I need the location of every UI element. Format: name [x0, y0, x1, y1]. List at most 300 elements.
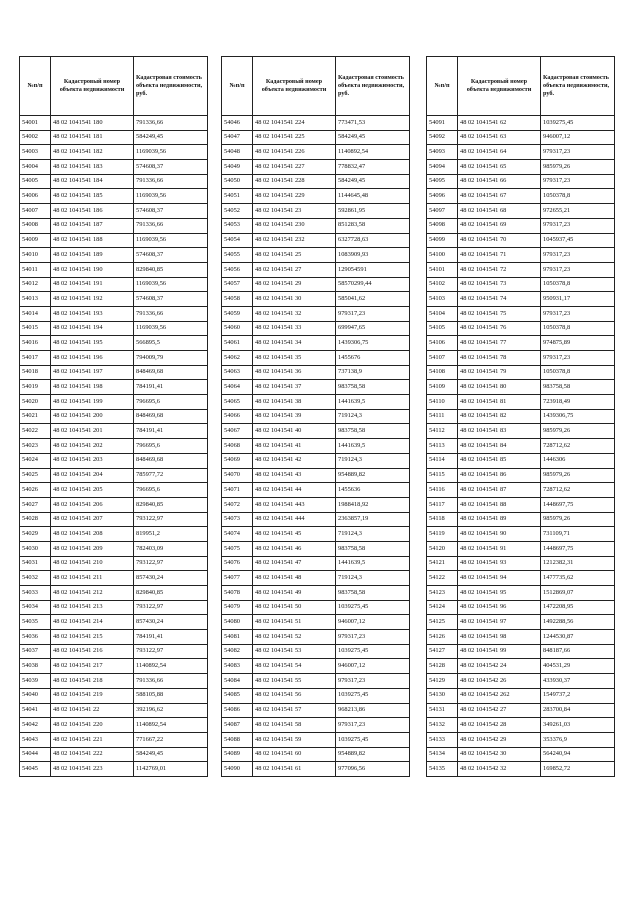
table-header-row — [427, 57, 615, 116]
cadastral-number: 48 02 1041541 33 — [253, 321, 336, 336]
cadastral-value: 946007,12 — [336, 659, 410, 674]
table-row — [222, 395, 410, 410]
row-number: 54057 — [222, 277, 253, 292]
cadastral-number: 48 02 1041541 221 — [51, 732, 134, 747]
row-number: 54120 — [427, 541, 458, 556]
row-number: 54041 — [20, 703, 51, 718]
cadastral-number: 48 02 1041541 96 — [458, 600, 541, 615]
row-number: 54028 — [20, 512, 51, 527]
cadastral-number: 48 02 1041541 199 — [51, 395, 134, 410]
row-number: 54033 — [20, 586, 51, 601]
cadastral-value: 1039275,45 — [336, 688, 410, 703]
row-number: 54109 — [427, 380, 458, 395]
table-row — [20, 703, 208, 718]
row-number: 54064 — [222, 380, 253, 395]
table-row — [20, 424, 208, 439]
table-row — [427, 395, 615, 410]
table-row — [222, 483, 410, 498]
cadastral-value: 791336,66 — [134, 174, 208, 189]
table-row — [20, 586, 208, 601]
row-number: 54022 — [20, 424, 51, 439]
table-body — [20, 116, 208, 777]
cadastral-value: 979317,23 — [541, 174, 615, 189]
cadastral-number: 48 02 1041541 95 — [458, 586, 541, 601]
cadastral-value: 979317,23 — [541, 262, 615, 277]
cadastral-number: 48 02 1041541 57 — [253, 703, 336, 718]
table-row — [20, 130, 208, 145]
row-number: 54105 — [427, 321, 458, 336]
row-number: 54106 — [427, 336, 458, 351]
header-num: №п/п — [20, 57, 51, 116]
cadastral-value: 1448697,75 — [541, 541, 615, 556]
row-number: 54129 — [427, 674, 458, 689]
cadastral-value: 857430,24 — [134, 615, 208, 630]
row-number: 54044 — [20, 747, 51, 762]
cadastral-value: 584249,45 — [134, 130, 208, 145]
cadastral-number: 48 02 1041541 196 — [51, 351, 134, 366]
row-number: 54058 — [222, 292, 253, 307]
row-number: 54079 — [222, 600, 253, 615]
row-number: 54128 — [427, 659, 458, 674]
row-number: 54071 — [222, 483, 253, 498]
cadastral-number: 48 02 1041541 29 — [253, 277, 336, 292]
cadastral-number: 48 02 1041541 227 — [253, 160, 336, 175]
row-number: 54113 — [427, 439, 458, 454]
cadastral-value: 1988418,92 — [336, 497, 410, 512]
row-number: 54014 — [20, 306, 51, 321]
cadastral-value: 574608,37 — [134, 204, 208, 219]
table-row — [222, 306, 410, 321]
table-row — [222, 424, 410, 439]
cadastral-value: 793122,97 — [134, 556, 208, 571]
table-row — [20, 659, 208, 674]
table-row — [222, 453, 410, 468]
cadastral-number: 48 02 1041541 61 — [253, 762, 336, 777]
cadastral-number: 48 02 1041541 213 — [51, 600, 134, 615]
cadastral-number: 48 02 1041541 79 — [458, 365, 541, 380]
table-row — [20, 541, 208, 556]
cadastral-number: 48 02 1041542 32 — [458, 762, 541, 777]
row-number: 54024 — [20, 453, 51, 468]
cadastral-number: 48 02 1041541 65 — [458, 160, 541, 175]
cadastral-value: 782403,09 — [134, 541, 208, 556]
table-row — [427, 248, 615, 263]
row-number: 54135 — [427, 762, 458, 777]
table-row — [20, 556, 208, 571]
table-row — [222, 321, 410, 336]
table-row — [20, 351, 208, 366]
cadastral-value: 719124,3 — [336, 527, 410, 542]
table-row — [20, 218, 208, 233]
cadastral-number: 48 02 1041541 38 — [253, 395, 336, 410]
row-number: 54027 — [20, 497, 51, 512]
cadastral-number: 48 02 1041541 60 — [253, 747, 336, 762]
row-number: 54073 — [222, 512, 253, 527]
cadastral-number: 48 02 1041541 48 — [253, 571, 336, 586]
table-row — [222, 145, 410, 160]
cadastral-number: 48 02 1041541 190 — [51, 262, 134, 277]
cadastral-value: 829840,85 — [134, 586, 208, 601]
table-header-row — [20, 57, 208, 116]
table-row — [427, 556, 615, 571]
table-row — [20, 233, 208, 248]
table-row — [427, 453, 615, 468]
table-row — [427, 277, 615, 292]
table-row — [427, 497, 615, 512]
cadastral-number: 48 02 1041541 74 — [458, 292, 541, 307]
row-number: 54017 — [20, 351, 51, 366]
row-number: 54043 — [20, 732, 51, 747]
row-number: 54030 — [20, 541, 51, 556]
header-cadastral-number: Кадастровый номер объекта недвижимости — [458, 57, 541, 116]
cadastral-number: 48 02 1041541 64 — [458, 145, 541, 160]
cadastral-number: 48 02 1041541 222 — [51, 747, 134, 762]
row-number: 54102 — [427, 277, 458, 292]
table-row — [20, 732, 208, 747]
cadastral-value: 983758,58 — [336, 424, 410, 439]
table-row — [427, 468, 615, 483]
cadastral-number: 48 02 1041541 89 — [458, 512, 541, 527]
row-number: 54075 — [222, 541, 253, 556]
header-cadastral-number: Кадастровый номер объекта недвижимости — [253, 57, 336, 116]
cadastral-number: 48 02 1041541 232 — [253, 233, 336, 248]
cadastral-value: 1083909,93 — [336, 248, 410, 263]
row-number: 54118 — [427, 512, 458, 527]
table-row — [20, 365, 208, 380]
table-row — [427, 233, 615, 248]
table-row — [427, 130, 615, 145]
cadastral-value: 719124,3 — [336, 453, 410, 468]
cadastral-value: 796695,6 — [134, 483, 208, 498]
cadastral-number: 48 02 1041541 228 — [253, 174, 336, 189]
row-number: 54087 — [222, 718, 253, 733]
table-row — [222, 380, 410, 395]
cadastral-value: 1446306 — [541, 453, 615, 468]
table-row — [427, 116, 615, 131]
row-number: 54021 — [20, 409, 51, 424]
cadastral-value: 784191,41 — [134, 424, 208, 439]
row-number: 54074 — [222, 527, 253, 542]
row-number: 54070 — [222, 468, 253, 483]
cadastral-value: 977096,56 — [336, 762, 410, 777]
table-row — [222, 160, 410, 175]
row-number: 54100 — [427, 248, 458, 263]
cadastral-value: 719124,3 — [336, 409, 410, 424]
registry-table-3 — [426, 56, 615, 777]
table-row — [427, 292, 615, 307]
row-number: 54008 — [20, 218, 51, 233]
table-row — [427, 688, 615, 703]
row-number: 54103 — [427, 292, 458, 307]
cadastral-number: 48 02 1041541 180 — [51, 116, 134, 131]
cadastral-value: 985979,26 — [541, 512, 615, 527]
cadastral-number: 48 02 1041541 208 — [51, 527, 134, 542]
cadastral-number: 48 02 1041541 225 — [253, 130, 336, 145]
table-row — [20, 409, 208, 424]
row-number: 54134 — [427, 747, 458, 762]
cadastral-number: 48 02 1041541 58 — [253, 718, 336, 733]
row-number: 54122 — [427, 571, 458, 586]
table-row — [222, 762, 410, 777]
cadastral-value: 574608,37 — [134, 292, 208, 307]
cadastral-value: 1039275,45 — [336, 644, 410, 659]
cadastral-value: 6327728,63 — [336, 233, 410, 248]
table-row — [20, 277, 208, 292]
table-row — [20, 747, 208, 762]
cadastral-value: 979317,23 — [336, 306, 410, 321]
cadastral-value: 1050378,8 — [541, 321, 615, 336]
cadastral-value: 848469,68 — [134, 453, 208, 468]
row-number: 54121 — [427, 556, 458, 571]
cadastral-number: 48 02 1041541 56 — [253, 688, 336, 703]
table-row — [20, 688, 208, 703]
table-row — [20, 145, 208, 160]
cadastral-value: 1039275,45 — [336, 732, 410, 747]
table-row — [427, 659, 615, 674]
table-row — [222, 248, 410, 263]
row-number: 54066 — [222, 409, 253, 424]
cadastral-value: 1169039,56 — [134, 321, 208, 336]
row-number: 54060 — [222, 321, 253, 336]
cadastral-value: 592861,95 — [336, 204, 410, 219]
cadastral-value: 985979,26 — [541, 424, 615, 439]
cadastral-number: 48 02 1041541 68 — [458, 204, 541, 219]
cadastral-number: 48 02 1041541 82 — [458, 409, 541, 424]
cadastral-value: 1140892,54 — [134, 718, 208, 733]
cadastral-value: 784191,41 — [134, 380, 208, 395]
table-row — [222, 116, 410, 131]
row-number: 54038 — [20, 659, 51, 674]
cadastral-number: 48 02 1041541 70 — [458, 233, 541, 248]
cadastral-value: 584249,45 — [336, 174, 410, 189]
table-row — [20, 674, 208, 689]
table-row — [427, 189, 615, 204]
cadastral-number: 48 02 1041541 207 — [51, 512, 134, 527]
row-number: 54131 — [427, 703, 458, 718]
cadastral-value: 784191,41 — [134, 630, 208, 645]
cadastral-value: 793122,97 — [134, 512, 208, 527]
row-number: 54098 — [427, 218, 458, 233]
cadastral-value: 1512869,07 — [541, 586, 615, 601]
row-number: 54092 — [427, 130, 458, 145]
table-row — [222, 747, 410, 762]
cadastral-value: 796695,6 — [134, 395, 208, 410]
row-number: 54047 — [222, 130, 253, 145]
table-row — [20, 116, 208, 131]
cadastral-value: 1441639,5 — [336, 439, 410, 454]
row-number: 54003 — [20, 145, 51, 160]
cadastral-value: 771667,22 — [134, 732, 208, 747]
row-number: 54124 — [427, 600, 458, 615]
table-row — [20, 204, 208, 219]
cadastral-value: 731109,71 — [541, 527, 615, 542]
table-row — [222, 130, 410, 145]
row-number: 54067 — [222, 424, 253, 439]
cadastral-number: 48 02 1041541 189 — [51, 248, 134, 263]
row-number: 54112 — [427, 424, 458, 439]
cadastral-value: 848187,66 — [541, 644, 615, 659]
cadastral-number: 48 02 1041541 36 — [253, 365, 336, 380]
cadastral-number: 48 02 1041541 46 — [253, 541, 336, 556]
cadastral-value: 979317,23 — [336, 718, 410, 733]
cadastral-value: 1045937,45 — [541, 233, 615, 248]
row-number: 54061 — [222, 336, 253, 351]
table-row — [20, 718, 208, 733]
table-row — [222, 674, 410, 689]
table-row — [20, 453, 208, 468]
row-number: 54093 — [427, 145, 458, 160]
table-row — [427, 615, 615, 630]
row-number: 54069 — [222, 453, 253, 468]
cadastral-value: 1039275,45 — [541, 116, 615, 131]
cadastral-value: 950931,17 — [541, 292, 615, 307]
cadastral-value: 1050378,8 — [541, 277, 615, 292]
cadastral-value: 979317,23 — [336, 630, 410, 645]
row-number: 54081 — [222, 630, 253, 645]
table-row — [222, 586, 410, 601]
cadastral-number: 48 02 1041541 224 — [253, 116, 336, 131]
table-row — [222, 409, 410, 424]
cadastral-value: 737138,9 — [336, 365, 410, 380]
table-row — [20, 395, 208, 410]
table-row — [20, 483, 208, 498]
cadastral-number: 48 02 1041541 186 — [51, 204, 134, 219]
cadastral-value: 793122,97 — [134, 600, 208, 615]
table-row — [222, 556, 410, 571]
table-row — [222, 512, 410, 527]
cadastral-number: 48 02 1041541 80 — [458, 380, 541, 395]
cadastral-value: 1212382,31 — [541, 556, 615, 571]
table-row — [427, 439, 615, 454]
row-number: 54011 — [20, 262, 51, 277]
cadastral-number: 48 02 1041541 219 — [51, 688, 134, 703]
cadastral-value: 1439306,75 — [336, 336, 410, 351]
cadastral-value: 983758,58 — [541, 380, 615, 395]
row-number: 54023 — [20, 439, 51, 454]
row-number: 54095 — [427, 174, 458, 189]
cadastral-value: 791336,66 — [134, 116, 208, 131]
row-number: 54130 — [427, 688, 458, 703]
cadastral-number: 48 02 1041541 52 — [253, 630, 336, 645]
cadastral-number: 48 02 1041541 27 — [253, 262, 336, 277]
row-number: 54007 — [20, 204, 51, 219]
cadastral-number: 48 02 1041541 94 — [458, 571, 541, 586]
cadastral-number: 48 02 1041541 204 — [51, 468, 134, 483]
table-row — [427, 424, 615, 439]
cadastral-value: 2363857,19 — [336, 512, 410, 527]
row-number: 54099 — [427, 233, 458, 248]
cadastral-number: 48 02 1041541 97 — [458, 615, 541, 630]
cadastral-value: 728712,62 — [541, 439, 615, 454]
row-number: 54116 — [427, 483, 458, 498]
cadastral-number: 48 02 1041541 218 — [51, 674, 134, 689]
row-number: 54012 — [20, 277, 51, 292]
cadastral-value: 968213,86 — [336, 703, 410, 718]
cadastral-number: 48 02 1041541 197 — [51, 365, 134, 380]
table-row — [427, 718, 615, 733]
cadastral-number: 48 02 1041541 194 — [51, 321, 134, 336]
row-number: 54126 — [427, 630, 458, 645]
table-row — [427, 321, 615, 336]
cadastral-value: 1140892,54 — [336, 145, 410, 160]
cadastral-number: 48 02 1041541 78 — [458, 351, 541, 366]
table-row — [427, 145, 615, 160]
cadastral-value: 778832,47 — [336, 160, 410, 175]
table-row — [427, 262, 615, 277]
row-number: 54101 — [427, 262, 458, 277]
cadastral-number: 48 02 1041541 22 — [51, 703, 134, 718]
cadastral-value: 1169039,56 — [134, 145, 208, 160]
table-row — [222, 527, 410, 542]
cadastral-number: 48 02 1041541 214 — [51, 615, 134, 630]
header-num: №п/п — [427, 57, 458, 116]
cadastral-number: 48 02 1041541 206 — [51, 497, 134, 512]
cadastral-number: 48 02 1041541 198 — [51, 380, 134, 395]
cadastral-value: 979317,23 — [541, 145, 615, 160]
row-number: 54055 — [222, 248, 253, 263]
cadastral-number: 48 02 1041541 63 — [458, 130, 541, 145]
cadastral-value: 349261,03 — [541, 718, 615, 733]
table-row — [427, 409, 615, 424]
registry-table-1 — [19, 56, 208, 777]
cadastral-number: 48 02 1041541 210 — [51, 556, 134, 571]
cadastral-number: 48 02 1041541 444 — [253, 512, 336, 527]
row-number: 54019 — [20, 380, 51, 395]
table-body — [427, 116, 615, 777]
table-row — [20, 468, 208, 483]
cadastral-value: 574608,37 — [134, 248, 208, 263]
row-number: 54097 — [427, 204, 458, 219]
cadastral-number: 48 02 1041541 75 — [458, 306, 541, 321]
cadastral-number: 48 02 1041541 67 — [458, 189, 541, 204]
row-number: 54036 — [20, 630, 51, 645]
row-number: 54009 — [20, 233, 51, 248]
cadastral-number: 48 02 1041541 203 — [51, 453, 134, 468]
row-number: 54089 — [222, 747, 253, 762]
cadastral-number: 48 02 1041542 28 — [458, 718, 541, 733]
cadastral-number: 48 02 1041541 185 — [51, 189, 134, 204]
table-row — [222, 365, 410, 380]
row-number: 54086 — [222, 703, 253, 718]
cadastral-value: 794009,79 — [134, 351, 208, 366]
cadastral-value: 169852,72 — [541, 762, 615, 777]
cadastral-value: 404531,29 — [541, 659, 615, 674]
row-number: 54031 — [20, 556, 51, 571]
cadastral-number: 48 02 1041541 226 — [253, 145, 336, 160]
cadastral-number: 48 02 1041541 77 — [458, 336, 541, 351]
row-number: 54004 — [20, 160, 51, 175]
row-number: 54114 — [427, 453, 458, 468]
cadastral-number: 48 02 1041541 223 — [51, 762, 134, 777]
row-number: 54091 — [427, 116, 458, 131]
table-row — [427, 204, 615, 219]
table-row — [427, 306, 615, 321]
cadastral-number: 48 02 1041541 50 — [253, 600, 336, 615]
row-number: 54040 — [20, 688, 51, 703]
table-row — [222, 600, 410, 615]
registry-table-2 — [221, 56, 410, 777]
cadastral-value: 1050378,8 — [541, 365, 615, 380]
cadastral-number: 48 02 1041541 192 — [51, 292, 134, 307]
table-row — [20, 644, 208, 659]
cadastral-number: 48 02 1041541 191 — [51, 277, 134, 292]
table-row — [427, 732, 615, 747]
cadastral-value: 1448697,75 — [541, 497, 615, 512]
cadastral-value: 1169039,56 — [134, 233, 208, 248]
row-number: 54013 — [20, 292, 51, 307]
cadastral-number: 48 02 1041541 43 — [253, 468, 336, 483]
table-row — [20, 600, 208, 615]
